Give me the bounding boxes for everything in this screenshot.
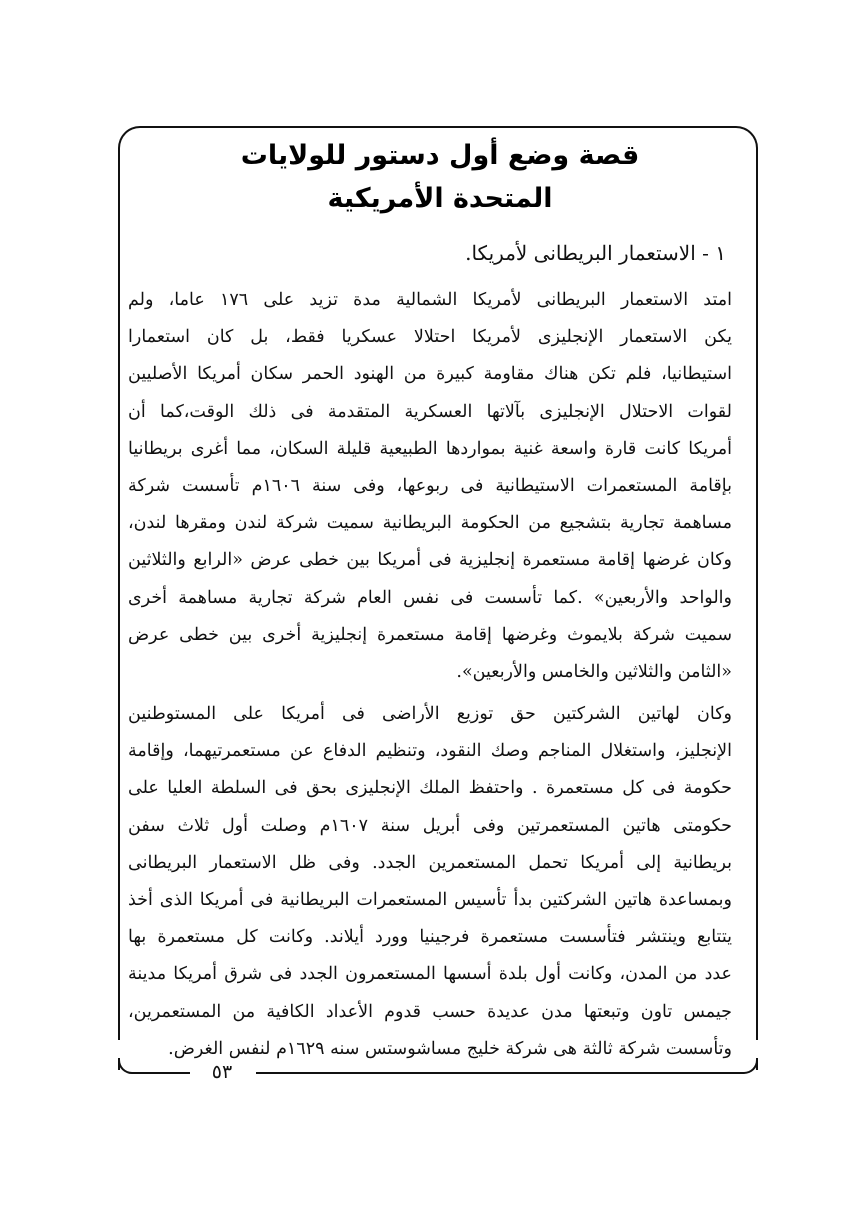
text-line: «الثامن والثلاثين والخامس والأربعين». <box>456 661 732 682</box>
chapter-title-line1: قصة وضع أول دستور للولايات <box>240 140 640 171</box>
text-line: يكن الاستعمار الإنجليزى لأمريكا احتلالا عسكريا فقط، بل كان استعمارا <box>128 327 732 348</box>
text-line: أمريكا كانت قارة واسعة غنية بمواردها الطبيعية قليلة السكان، مما أغرى بريطانيا <box>128 438 732 459</box>
text-line: امتد الاستعمار البريطانى لأمريكا الشمالية مدة تزيد على ١٧٦ عاما، ولم <box>128 290 732 310</box>
text-line: استيطانيا، فلم تكن هناك مقاومة كبيرة من الهنود الحمر سكان أمريكا الأصليين <box>128 364 732 385</box>
page-number: ٥٣ <box>211 1061 233 1083</box>
text-line: حكومة فى كل مستعمرة . واحتفظ الملك الإنجليزى بحق فى السلطة العليا على <box>128 778 732 799</box>
text-line: لقوات الاحتلال الإنجليزى بآلاتها العسكرية المتقدمة فى ذلك الوقت،كما أن <box>128 401 732 422</box>
body-paragraph-2 <box>128 696 732 1068</box>
text-line: بإقامة المستعمرات الاستيطانية فى ربوعها، وفى سنة ١٦٠٦م تأسست شركة <box>128 475 732 496</box>
text-line: والواحد والأربعين» .كما تأسست فى نفس العام شركة تجارية مساهمة أخرى <box>128 587 732 608</box>
text-line: بريطانية إلى أمريكا تحمل المستعمرين الجدد. وفى ظل الاستعمار البريطانى <box>128 852 732 873</box>
text-line: وتأسست شركة ثالثة هى شركة خليج مساشوستس سنه ١٦٢٩م لنفس الغرض. <box>168 1038 732 1059</box>
text-line: جيمس تاون وتبعتها مدن عديدة حسب قدوم الأعداد الكافية من المستعمرين، <box>128 1001 732 1022</box>
text-line: مساهمة تجارية بتشجيع من الحكومة البريطانية سميت شركة لندن ومقرها لندن، <box>128 513 732 534</box>
text-line: الإنجليز، واستغلال المناجم وصك النقود، وتنظيم الدفاع عن مستعمرتيهما، وإقامة <box>128 741 732 762</box>
text-line: وبمساعدة هاتين الشركتين بدأ تأسيس المستعمرات البريطانية فى أمريكا الذى أخذ <box>128 889 732 910</box>
body-paragraph-1 <box>128 282 732 691</box>
text-line: يتتابع وينتشر فتأسست مستعمرة فرجينيا وورد أيلاند. وكانت كل مستعمرة بها <box>128 927 732 948</box>
text-line: حكومتى هاتين المستعمرتين وفى أبريل سنة ١٦٠٧م وصلت أول ثلاث سفن <box>128 815 732 836</box>
chapter-title-line2: المتحدة الأمريكية <box>327 183 553 214</box>
text-line: وكان غرضها إقامة مستعمرة إنجليزية فى أمريكا بين خطى عرض «الرابع والثلاثين <box>128 550 732 571</box>
text-line: عدد من المدن، وكانت أول بلدة أسسها المستعمرون الجدد فى شرق أمريكا مدينة <box>128 964 732 985</box>
section-heading: ١ - الاستعمار البريطانى لأمريكا. <box>465 241 726 265</box>
text-line: وكان لهاتين الشركتين حق توزيع الأراضى فى أمريكا على المستوطنين <box>128 704 732 724</box>
text-line: سميت شركة بلايموث وغرضها إقامة مستعمرة إنجليزية أخرى بين خطى عرض <box>128 624 732 645</box>
